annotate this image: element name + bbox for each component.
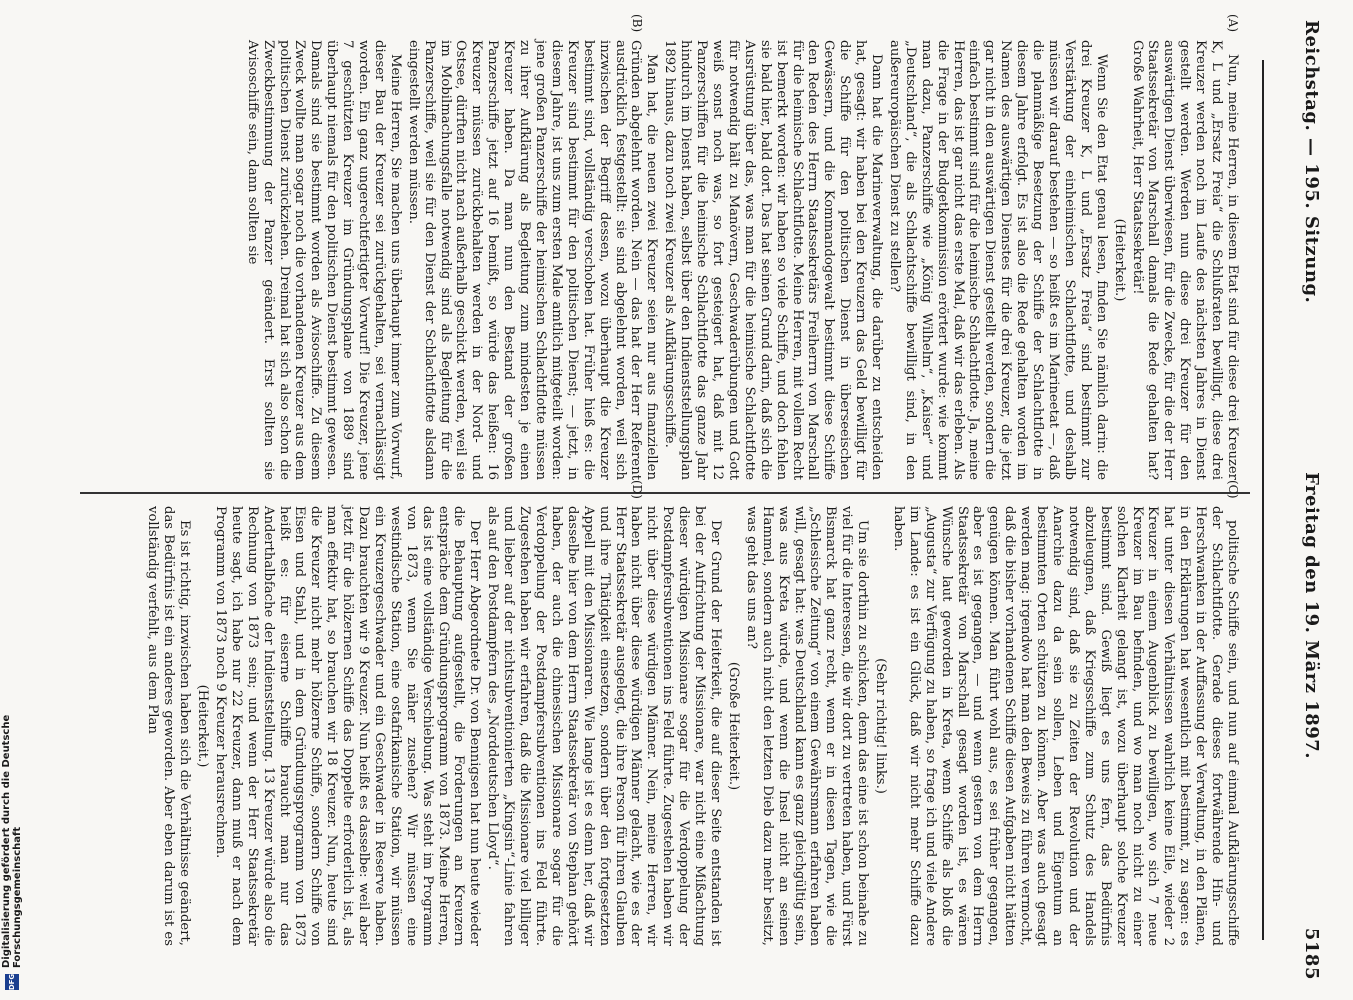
column-divider [80, 492, 1250, 494]
page-number: 5185 [1301, 927, 1323, 980]
paragraph: Meine Herren, Sie machen uns überhaupt immer zum Vorwurf, dieser Bau der Kreuzer sei zurückgehalten, sei vernachlässigt worden. Ein ganz ungerechtfertigter Vorwurf! Die Kreuzer, jene 7 geschützten Kreuzer im Gründungsplane von 1889 sind überhaupt niemals für den politischen Dienst bestimmt gewesen. Damals sind sie bestimmt worden als Avisoschiffe. Zu diesem Zweck wollte man sogar noch die vorhandenen Kreuzer aus dem politischen Dienst zurückziehen. Dreimal hat sich also schon die Zweckbestimmung der Panzer geändert. Erst sollten sie Avisoschiffe sein, dann sollten sie [244, 40, 403, 480]
header-rule [1262, 60, 1264, 940]
paragraph: Dann hat die Marineverwaltung, die darüber zu entscheiden hat, gesagt: wir haben bei den Kreuzern das Geld bewilligt für die Schiffe für den politischen Dienst in überseeischen Gewässern, und die Kommandogewalt bestimmt diese Schiffe den Reden des Herrn Staatssekretärs Freiherrn von Marschall für die heimische Schlachtflotte. Meine Herren, mit vollem Recht ist bemerkt worden: wir haben so viele Schiffe, und doch fehlen sie bald hier, bald dort. Das hat seinen Grund darin, daß sich die Ausrüstung über das, was man für die heimische Schlachtflotte für notwendig hält zu Manövern, Geschwaderübungen und Gott weiß sonst noch was, so fort gesteigert hat, daß mit 12 Panzerschiffen für die heimische Schlachtflotte das ganze Jahr hindurch im Dienst haben, selbst über den Indienststellungsplan 1892 hinaus, dazu noch zwei Kreuzer als Aufklärungsschiffe. [662, 40, 885, 480]
paragraph: politische Schiffe sein, und nun auf einmal Aufklärungsschiffe der Schlachtflotte. Gerade dieses fortwährende Hin- und Herschwanken in der Auffassung der Verwaltung, in den Plänen, in den Erklärungen hat wesentlich mit bestimmt, zu sagen: es hat unter diesen Verhältnissen wahrlich keine Eile, wieder 2 Kreuzer in einem Augenblick zu bewilligen, wo sich 7 neue Kreuzer im Bau befinden, und wo man noch nicht zu einer solchen Klarheit gelangt ist, wozu überhaupt solche Kreuzer bestimmt sind. Gewiß liegt es uns fern, das Bedürfnis abzuleugnen, daß Kriegsschiffe zum Schutz des Handels notwendig sind, daß sie zu Zeiten der Revolution und der Anarchie dazu da sein sollen, Leben und Eigentum an bestimmten Orten schützen zu können. Aber was auch gesagt werden mag: irgendwo hat man den Beweis zu führen vermocht, daß die bisher vorhandenen Schiffe diesen Aufgaben nicht hätten genügen können. Man führt wohl aus, es sei früher gegangen, aber es ist gegangen, — und wenn gestern von dem Herrn Staatssekretär von Marschall gesagt worden ist, es wären Wünsche laut geworden in Kreta, wenn Schiffe als bloß die „Augusta“ zur Verfügung zu haben, so frage ich und viele Andere im Lande: es ist ein Glück, daß wir nicht mehr Schiffe dazu haben. [890, 506, 1240, 946]
stage-direction: (Große Heiterkeit.) [725, 661, 741, 791]
stage-direction: (Sehr richtig! links.) [873, 658, 889, 794]
paragraph: Nun, meine Herren, in diesem Etat sind für diese drei Kreuzer K, L und „Ersatz Freia“ die Schlußraten bewilligt, diese drei Kreuzer werden noch im Laufe des nächsten Jahres in Dienst gestellt werden. Werden nun diese drei Kreuzer für den auswärtigen Dienst überwiesen, für die Zwecke, für die der Herr Staatssekretär von Marschall damals die Rede gehalten hat? Große Wahrheit, Herr Staatssekretär! [1129, 40, 1240, 480]
paragraph: Um sie dorthin zu schicken, denn das eine ist schon beinahe zu viel für die Interessen, die wir dort zu vertreten haben, und Fürst Bismarck hat ganz recht, wenn er in diesen Tagen, wie die „Schlesische Zeitung“ von einem Gewährsmann erfahren haben will, gesagt hat: was Deutschland kann es ganz gleichgültig sein, was aus Kreta würde, und wenn die Insel nicht an seinen Hammel, sondern auch nicht den letzten Dieb dazu mehr besitzt, was geht das uns an? [743, 506, 871, 946]
stage-direction: (Heiterkeit.) [1111, 218, 1127, 302]
header-session: Reichstag. — 195. Sitzung. [1301, 20, 1323, 304]
paragraph: Man hat, die neuen zwei Kreuzer seien nur aus finanziellen Gründen abgelehnt worden. Nein — das hat der Herr Referent ausdrücklich festgestellt: sie sind abgelehnt worden, weil sich inzwischen der Begriff dessen, wozu überhaupt die Kreuzer bestimmt sind, vollständig verschoben hat. Früher hieß es: die Kreuzer sind bestimmt für den politischen Dienst; — jetzt, in diesem Jahre, ist uns zum ersten Male amtlich mitgeteilt worden: jene großen Panzerschiffe der heimischen Schlachtflotte müssen zu ihrer Aufklärung als Begleitung zum mindesten je einen Kreuzer haben. Da man nun den Bestand der großen Panzerschiffe jetzt auf 16 bemißt, so würde das heißen: 16 Kreuzer müssen zurückbehalten werden in der Nord- und Ostsee, dürften nicht nach außerhalb geschickt werden, weil sie im Mobilmachungsfalle notwendig sind als Begleitung für die Panzerschiffe, weil sie für den Dienst der Schlachtflotte alsdann eingestellt werden müssen. [405, 40, 660, 480]
paragraph: Es ist richtig, inzwischen haben sich die Verhältnisse geändert, das Bedürfnis ist ein anderes geworden. Aber eben darum ist es vollständig verfehlt, aus dem Plan [145, 506, 193, 946]
paragraph: Wenn Sie den Etat genau lesen, finden Sie nämlich darin: die drei Kreuzer K, L und „Ersatz Freia“ sind bestimmt zur Verstärkung der einheimischen Schlachtflotte, und deshalb müssen wir darauf bestehen — so heißt es im Marineetat —, daß die planmäßige Besetzung der Schiffe der Schlachtflotte in diesem Jahre erfolgt. Es ist also die Rede gehalten worden im Namen des auswärtigen Dienstes für die drei Kreuzer, die jetzt gar nicht in den auswärtigen Dienst gestellt werden, sondern die einfach bestimmt sind für die heimische Schlachtflotte. Ja, meine Herren, das ist gar nicht das erste Mal, daß wir das erleben. Als die Frage in der Budgetkommission erörtert wurde: wie kommt man dazu, Panzerschiffe wie „König Wilhelm“, „Kaiser“ und „Deutschland“, die als Schlachtschiffe bewilligt sind, in den außereuropäischen Dienst zu stellen? [886, 40, 1109, 480]
left-text-column [80, 14, 1240, 480]
dfg-logo-icon: DFG [5, 974, 19, 990]
margin-marker-b: (B) [630, 14, 644, 33]
paragraph: Der Grund der Heiterkeit, die auf dieser Seite entstanden ist bei der Aufrichtung der Missionare, war nicht eine Mißachtung dieser würdigen Missionare sogar für die Verdoppelung der Postdampfersubventionen ins Feld führte. Zugestehen haben wir nicht über diese würdigen Männer. Nein, meine Herren, wir haben nicht über diese würdigen Männer gelacht, wie es der Herr Staatssekretär ausgelegt, die ihre Person für ihren Glauben und ihre Thätigkeit einsetzen, sondern über den fortgesetzten Appell mit den Missionaren. Wie lange ist es denn her, daß wir dasselbe hier von dem Herrn Staatssekretär von Stephan gehört haben, der auch die chinesischen Missionare sogar für die Verdoppelung der Postdampfersubventionen ins Feld führte. Zugestehen haben wir erfahren, daß die Missionare viel billiger und lieber auf der nichtsubventionierten „Kingsin“-Linie fahren als auf den Postdampfern des „Norddeutschen Lloyd“. [485, 506, 723, 946]
paragraph: Der Herr Abgeordnete Dr. von Bennigsen hat nun heute wieder die Behauptung aufgestellt, die Forderungen an Kreuzern entspräche dem Gründungsprogramm von 1873. Meine Herren, das ist eine vollständige Verschiebung. Was steht im Programm von 1873, wenn Sie näher zusehen? Wir müssen eine westindische Station, eine ostafrikanische Station, wir müssen ein Kreuzergeschwader und ein Geschwader in Reserve haben. Dazu brauchten wir 9 Kreuzer. Nun heißt es dasselbe: weil aber jetzt für die hölzernen Schiffe das Doppelte erforderlich ist, als man effektiv hat, so brauchen wir 18 Kreuzer. Nun, heute sind die Kreuzer nicht mehr hölzerne Schiffe, sondern Schiffe von Eisen und Stahl, und in dem Gründungsprogramm von 1873 heißt es: für eiserne Schiffe braucht man nur das Anderthalbfache der Indienststellung. 13 Kreuzer würde also die Rechnung von 1873 sein; und wenn der Herr Staatssekretär heute sagt, ich habe nur 22 Kreuzer, dann muß er nach dem Programm von 1873 noch 9 Kreuzer herausrechnen. [212, 506, 483, 946]
running-header [1297, 20, 1327, 980]
margin-marker-d: (D) [630, 480, 644, 499]
footer-text: Digitalisierung gefördert durch die Deutsche Forschungsgemeinschaft [1, 714, 23, 968]
margin-marker-c: (C) [1226, 480, 1240, 499]
stage-direction: (Heiterkeit.) [195, 684, 210, 768]
digitization-footer [1, 610, 23, 991]
header-date: Freitag den 19. März 1897. [1301, 472, 1323, 760]
right-text-column [80, 480, 1240, 946]
margin-marker-a: (A) [1226, 14, 1240, 33]
